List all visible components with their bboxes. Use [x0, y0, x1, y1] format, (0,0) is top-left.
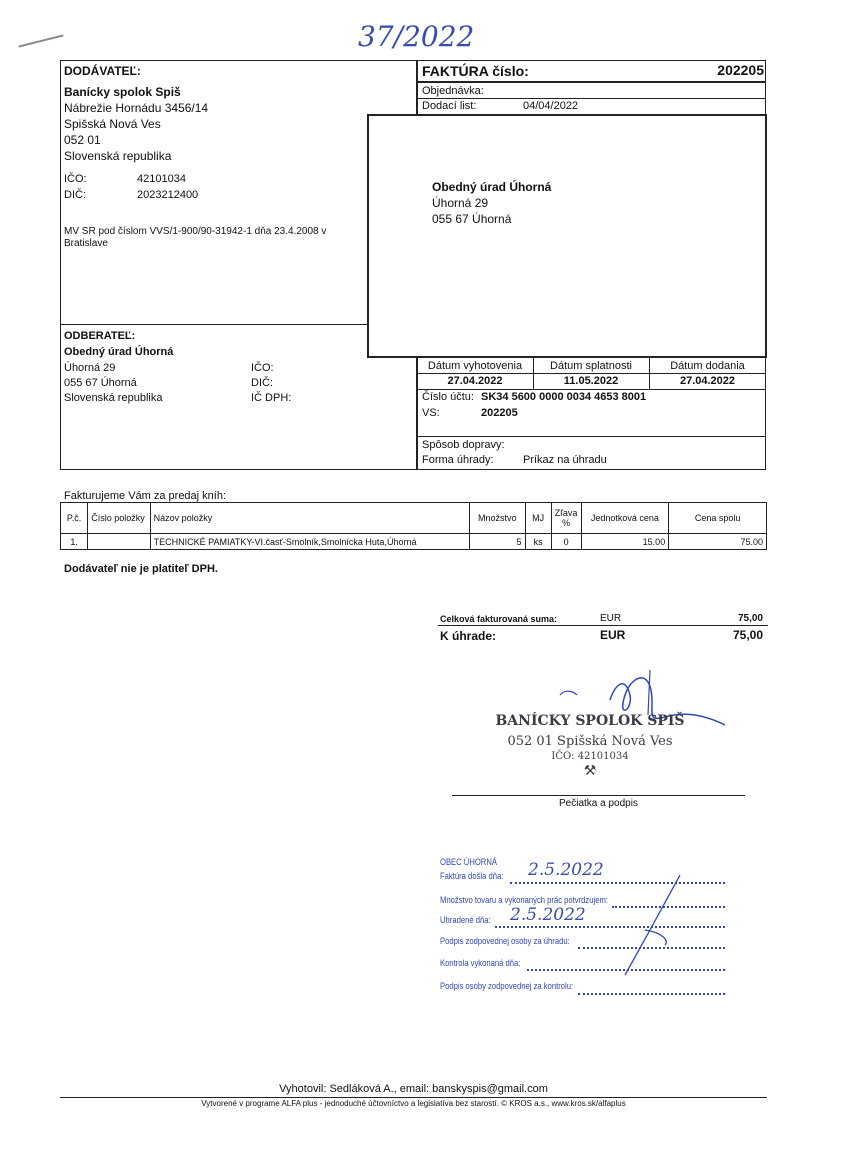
- stamp-city: 052 01 Spišská Nová Ves: [507, 734, 673, 749]
- due-amount: 75,00: [732, 628, 763, 642]
- header-unit: MJ: [525, 503, 551, 534]
- footer-divider: [60, 1097, 767, 1098]
- row-unit-price: 15.00: [581, 534, 669, 550]
- delivery-note-label: Dodací list:: [422, 100, 477, 112]
- recipient-window: [367, 114, 767, 358]
- header-unit-price: Jednotková cena: [581, 503, 669, 534]
- supplier-city: Spišská Nová Ves: [64, 117, 161, 131]
- account-number: SK34 5600 0000 0034 4653 8001: [481, 391, 647, 403]
- divider: [417, 373, 766, 374]
- row-name: TECHNICKÉ PAMIATKY-VI.časť-Smolník,Smolnícka Huta,Úhorná: [150, 534, 469, 550]
- supplier-registration-city: Bratislave: [64, 238, 108, 249]
- divider: [417, 81, 766, 83]
- customer-street: Úhorná 29: [64, 362, 116, 374]
- receipt-received-label: Faktúra došla dňa:: [440, 871, 504, 881]
- receipt-control-label: Kontrola vykonaná dňa:: [440, 958, 521, 968]
- hammer-pick-icon: ⚒: [583, 762, 597, 778]
- due-currency: EUR: [600, 628, 626, 642]
- row-code: [88, 534, 150, 550]
- row-unit: ks: [525, 534, 551, 550]
- delivery-date-label: Dátum dodania: [670, 360, 745, 372]
- due-total-label: K úhrade:: [440, 629, 497, 643]
- customer-ico-label: IČO:: [251, 362, 274, 374]
- dotted-line: [578, 993, 725, 995]
- divider: [60, 324, 367, 325]
- invoice-number: 202205: [717, 62, 764, 78]
- invoiced-currency: EUR: [600, 613, 622, 624]
- divider: [417, 389, 766, 390]
- stamp-name: BANÍCKY SPOLOK SPIŠ: [495, 713, 685, 729]
- vat-note: Dodávateľ nie je platiteľ DPH.: [64, 563, 218, 575]
- receipt-signature: [610, 870, 690, 980]
- supplier-dic-label: DIČ:: [64, 189, 86, 201]
- order-label: Objednávka:: [422, 85, 484, 97]
- customer-dic-label: DIČ:: [251, 377, 273, 389]
- vs-value: 202205: [481, 407, 518, 419]
- supplier-zip: 052 01: [64, 133, 101, 147]
- invoiced-total-label: Celková fakturovaná suma:: [440, 614, 558, 624]
- signature-line: [452, 795, 745, 796]
- row-total: 75.00: [669, 534, 767, 550]
- issue-date-label: Dátum vyhotovenia: [427, 360, 523, 372]
- divider: [417, 98, 766, 99]
- issue-date: 27.04.2022: [447, 375, 503, 387]
- row-qty: 5: [470, 534, 525, 550]
- transport-label: Spôsob dopravy:: [422, 439, 505, 451]
- footer-issued-by: Vyhotovil: Sedláková A., email: banskyspis@gmail.com: [279, 1083, 548, 1095]
- supplier-registration: MV SR pod číslom VVS/1-900/90-31942-1 dňa 23.4.2008 v: [64, 226, 327, 237]
- delivery-note-date: 04/04/2022: [523, 100, 579, 112]
- items-intro: Fakturujeme Vám za predaj kníh:: [64, 490, 227, 502]
- table-header-row: [61, 503, 767, 534]
- supplier-dic: 2023212400: [137, 189, 199, 201]
- items-table: [60, 502, 767, 550]
- footer-software: Vytvorené v programe ALFA plus - jednoduché účtovníctvo a legislatíva bez starostí. © KROS a.s., www.kros.sk/alfaplus: [201, 1099, 626, 1108]
- customer-city: 055 67 Úhorná: [64, 377, 137, 389]
- row-discount: 0: [551, 534, 581, 550]
- pen-stroke: [18, 34, 63, 47]
- table-row: [61, 534, 767, 550]
- row-pc: 1.: [61, 534, 88, 550]
- receipt-received-date: 2.5.2022: [528, 860, 604, 880]
- due-date-label: Dátum splatnosti: [550, 360, 632, 372]
- handwritten-signature: [555, 665, 735, 745]
- payment-method: Príkaz na úhradu: [523, 454, 607, 466]
- header-discount: Zľava %: [551, 503, 581, 534]
- invoice-title: FAKTÚRA číslo:: [422, 63, 529, 79]
- header-name: Názov položky: [150, 503, 469, 534]
- header-code: Číslo položky: [88, 503, 150, 534]
- customer-icdph-label: IČ DPH:: [251, 392, 292, 404]
- supplier-country: Slovenská republika: [64, 149, 172, 163]
- recipient-street: Úhorná 29: [432, 196, 489, 210]
- header-pc: P.č.: [61, 503, 88, 534]
- vs-label: VS:: [422, 407, 440, 419]
- supplier-name: Banícky spolok Spiš: [64, 85, 181, 99]
- handwritten-invoice-number: 37/2022: [358, 20, 475, 53]
- customer-country: Slovenská republika: [64, 392, 163, 404]
- receipt-paid-label: Uhradené dňa:: [440, 915, 491, 925]
- header-total: Cena spolu: [669, 503, 767, 534]
- delivery-date: 27.04.2022: [679, 375, 736, 387]
- invoiced-amount: 75,00: [737, 613, 763, 624]
- divider: [438, 625, 768, 626]
- receipt-title: OBEC ÚHORNÁ: [440, 857, 497, 867]
- customer-name: Obedný úrad Úhorná: [64, 346, 174, 358]
- recipient-city: 055 67 Úhorná: [432, 212, 512, 226]
- supplier-street: Nábrežie Hornádu 3456/14: [64, 101, 209, 115]
- recipient-name: Obedný úrad Úhorná: [432, 180, 552, 194]
- payment-method-label: Forma úhrady:: [422, 454, 494, 466]
- due-date: 11.05.2022: [563, 375, 619, 387]
- receipt-control-sign-label: Podpis osoby zodpovednej za kontrolu:: [440, 981, 574, 991]
- signature-caption: Pečiatka a podpis: [559, 798, 638, 809]
- receipt-confirm-label: Množstvo tovaru a vykonaných prác potvrdzujem:: [440, 895, 608, 905]
- account-label: Číslo účtu:: [422, 391, 474, 403]
- supplier-ico: 42101034: [137, 173, 186, 185]
- supplier-ico-label: IČO:: [64, 173, 87, 185]
- divider: [417, 436, 766, 437]
- supplier-header: DODÁVATEĽ:: [64, 64, 141, 78]
- stamp-ico: IČO: 42101034: [551, 751, 629, 762]
- header-qty: Množstvo: [470, 503, 525, 534]
- customer-header: ODBERATEĽ:: [64, 330, 136, 342]
- receipt-sign-label: Podpis zodpovednej osoby za úhradu:: [440, 936, 570, 946]
- receipt-paid-date: 2.5.2022: [510, 905, 586, 925]
